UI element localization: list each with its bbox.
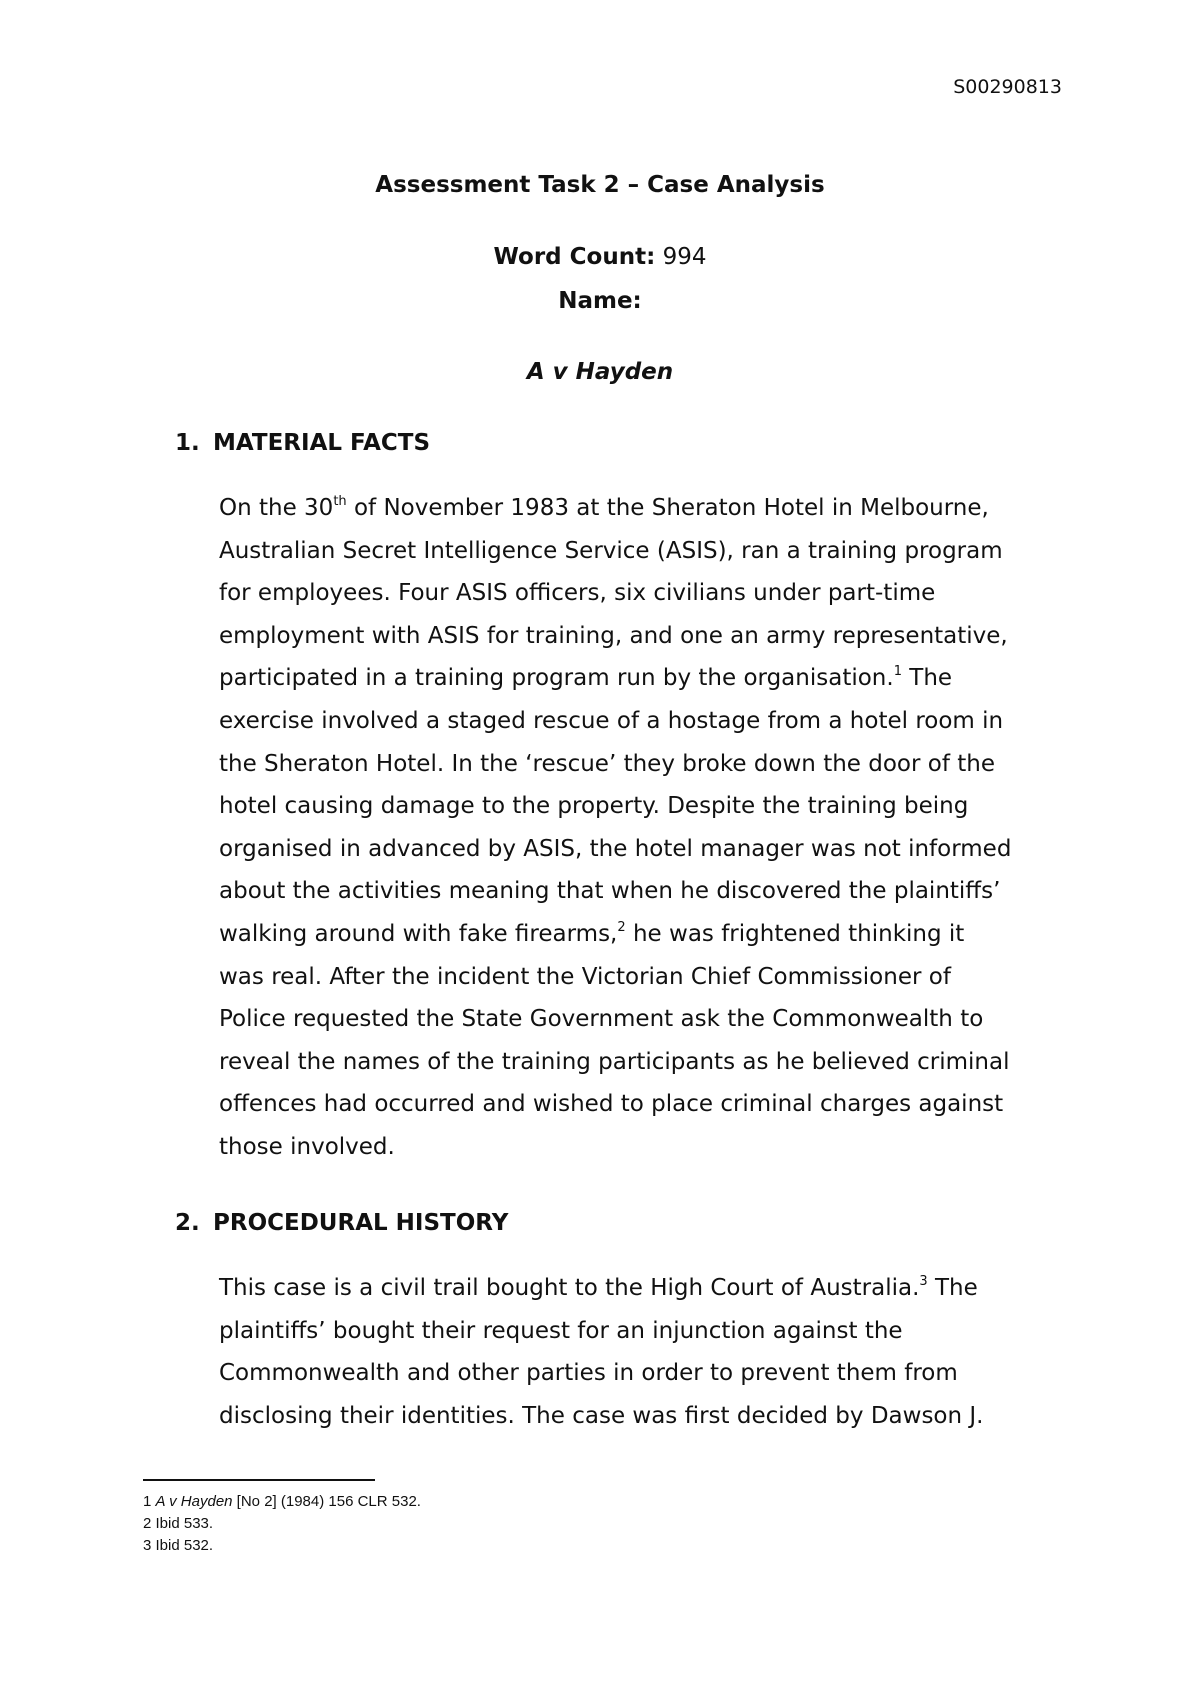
paragraph-line: [219, 530, 1099, 573]
section-number: 1.: [175, 430, 200, 456]
footnote-3: [143, 1535, 421, 1557]
line-text: Commonwealth and other parties in order to prevent them from: [219, 1360, 958, 1387]
name-label: Name:: [558, 288, 642, 314]
line-text: The: [901, 665, 953, 692]
footnote-separator: [143, 1479, 375, 1481]
paragraph-line: [219, 956, 1099, 999]
material-facts-paragraph: [219, 487, 1099, 1169]
section-heading-material-facts: [175, 430, 430, 456]
footnote-1: [143, 1491, 421, 1513]
paragraph-line: [219, 1310, 1099, 1353]
paragraph-line: [219, 572, 1099, 615]
line-text: This case is a civil trail bought to the High Court of Australia.: [219, 1275, 920, 1301]
paragraph-line: [219, 1041, 1099, 1084]
line-text: walking around with fake firearms,: [219, 920, 618, 947]
footnote-reference: 3: [919, 1274, 928, 1289]
section-title: PROCEDURAL HISTORY: [213, 1210, 509, 1236]
line-text: The: [927, 1275, 978, 1301]
paragraph-line: [219, 1352, 1099, 1395]
word-count-label: Word Count:: [493, 244, 656, 270]
footnote-citation: Ibid 533.: [155, 1515, 214, 1532]
paragraph-line: [219, 1395, 1099, 1438]
paragraph-line: [219, 785, 1099, 828]
procedural-history-paragraph: [219, 1267, 1099, 1437]
paragraph-line: [219, 913, 1099, 956]
line-text: Police requested the State Government ask the Commonwealth to: [219, 1006, 984, 1033]
paragraph-line: [219, 870, 1099, 913]
paragraph-line: [219, 700, 1099, 743]
line-text: disclosing their identities. The case was first decided by Dawson J.: [219, 1402, 984, 1429]
footnote-reference: 2: [617, 919, 626, 935]
line-text: the Sheraton Hotel. In the ‘rescue’ they broke down the door of the: [219, 750, 995, 777]
paragraph-line: [219, 1083, 1099, 1126]
footnote-number: 2: [143, 1515, 152, 1532]
paragraph-line: [219, 615, 1099, 658]
paragraph-line: [219, 1126, 1099, 1169]
line-text: those involved.: [219, 1133, 395, 1160]
footnote-number: 1: [143, 1493, 152, 1510]
footnote-reference: th: [333, 494, 347, 509]
word-count-value: 994: [662, 244, 707, 270]
footnote-citation: Ibid 532.: [155, 1537, 214, 1554]
footnotes: [143, 1491, 421, 1557]
document-title: Assessment Task 2 – Case Analysis: [375, 172, 825, 198]
paragraph-line: [219, 743, 1099, 786]
line-text: was real. After the incident the Victorian Chief Commissioner of: [219, 963, 951, 990]
paragraph-line: [219, 1267, 1099, 1310]
line-text: offences had occurred and wished to place criminal charges against: [219, 1091, 1004, 1118]
section-heading-procedural-history: [175, 1210, 508, 1236]
line-text: Australian Secret Intelligence Service (ASIS), ran a training program: [219, 537, 1003, 564]
footnote-reference: 1: [893, 664, 902, 680]
line-text: hotel causing damage to the property. Despite the training being: [219, 793, 969, 820]
paragraph-line: [219, 828, 1099, 871]
paragraph-line: [219, 487, 1099, 530]
line-text: plaintiffs’ bought their request for an injunction against the: [219, 1317, 903, 1344]
case-name: A v Hayden: [526, 359, 674, 385]
line-text: participated in a training program run by the organisation.: [219, 665, 894, 692]
footnote-citation: [No 2] (1984) 156 CLR 532.: [232, 1493, 421, 1510]
line-text: about the activities meaning that when he discovered the plaintiffs’: [219, 878, 1001, 905]
footnote-number: 3: [143, 1537, 152, 1554]
student-id: S00290813: [953, 76, 1062, 98]
section-number: 2.: [175, 1210, 200, 1236]
line-text: organised in advanced by ASIS, the hotel manager was not informed: [219, 835, 1012, 862]
line-text: he was frightened thinking it: [625, 920, 965, 947]
line-text: for employees. Four ASIS officers, six civilians under part-time: [219, 580, 936, 607]
word-count-line: [0, 244, 1200, 270]
paragraph-line: [219, 998, 1099, 1041]
footnote-2: [143, 1513, 421, 1535]
line-text: employment with ASIS for training, and one an army representative,: [219, 622, 1008, 649]
line-text: exercise involved a staged rescue of a hostage from a hotel room in: [219, 707, 1004, 734]
line-text: reveal the names of the training participants as he believed criminal: [219, 1048, 1010, 1075]
section-title: MATERIAL FACTS: [213, 430, 431, 456]
footnote-case-name: A v Hayden: [155, 1493, 233, 1510]
line-text: of November 1983 at the Sheraton Hotel in Melbourne,: [346, 495, 989, 521]
paragraph-line: [219, 657, 1099, 700]
line-text: On the 30: [219, 495, 334, 521]
